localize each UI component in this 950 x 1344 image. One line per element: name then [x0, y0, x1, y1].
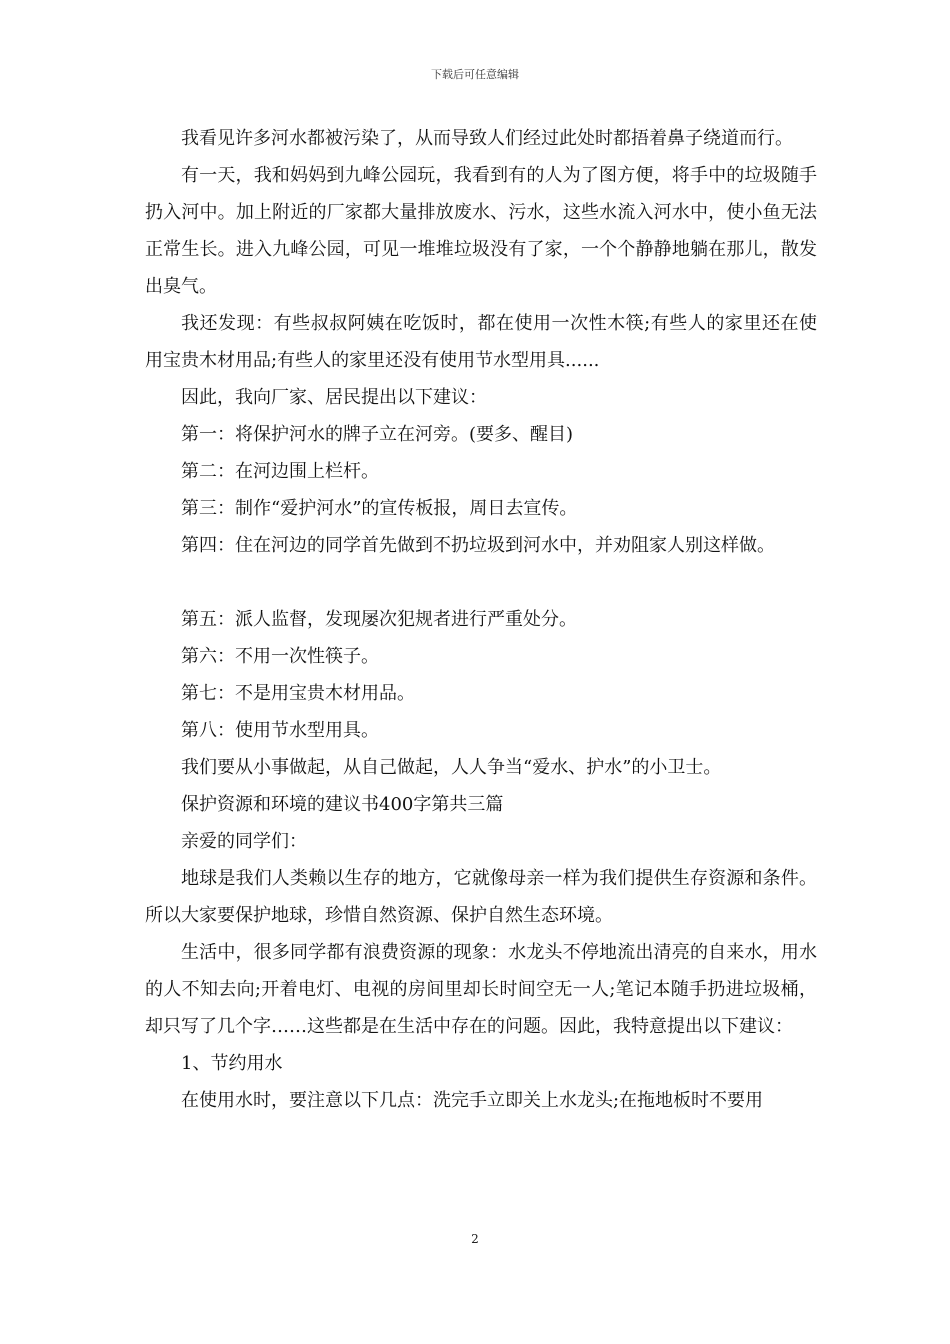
suggestion-item: 第五：派人监督，发现屡次犯规者进行严重处分。	[181, 609, 577, 630]
suggestion-item: 第六：不用一次性筷子。	[181, 646, 379, 667]
suggestion-item: 第三：制作“爱护河水”的宣传板报，周日去宣传。	[181, 498, 578, 519]
blank-line	[145, 564, 817, 601]
paragraph-discovery: 我还发现：有些叔叔阿姨在吃饭时，都在使用一次性木筷;有些人的家里还在使用宝贵木材用品;有些人的家里还没有使用节水型用具......	[145, 313, 817, 371]
document-body	[145, 120, 817, 1119]
suggestion-item: 第二：在河边围上栏杆。	[181, 461, 379, 482]
paragraph-suggestions-intro: 因此，我向厂家、居民提出以下建议：	[181, 387, 487, 408]
suggestion-item: 第八：使用节水型用具。	[181, 720, 379, 741]
paragraph-call-to-action: 我们要从小事做起，从自己做起，人人争当“爱水、护水”的小卫士。	[181, 757, 722, 778]
suggestion-item: 第七：不是用宝贵木材用品。	[181, 683, 415, 704]
paragraph-earth: 地球是我们人类赖以生存的地方，它就像母亲一样为我们提供生存资源和条件。所以大家要保护地球，珍惜自然资源、保护自然生态环境。	[145, 868, 817, 926]
page-number: 2	[471, 1232, 479, 1246]
paragraph-park-visit: 有一天，我和妈妈到九峰公园玩，我看到有的人为了图方便，将手中的垃圾随手扔入河中。加上附近的厂家都大量排放废水、污水，这些水流入河水中，使小鱼无法正常生长。进入九峰公园，可见一堆堆垃圾没有了家，一个个静静地躺在那儿，散发出臭气。	[145, 165, 817, 297]
suggestion-item: 第四：住在河边的同学首先做到不扔垃圾到河水中，并劝阻家人别这样做。	[181, 535, 775, 556]
paragraph-water-tips: 在使用水时，要注意以下几点：洗完手立即关上水龙头;在拖地板时不要用	[181, 1090, 764, 1111]
paragraph-waste: 生活中，很多同学都有浪费资源的现象：水龙头不停地流出清亮的自来水，用水的人不知去向;开着电灯、电视的房间里却长时间空无一人;笔记本随手扔进垃圾桶，却只写了几个字……这些都是在生活中存在的问题。因此，我特意提出以下建议：	[145, 942, 817, 1037]
section-title: 保护资源和环境的建议书400字第共三篇	[181, 794, 504, 815]
paragraph-polluted-river: 我看见许多河水都被污染了，从而导致人们经过此处时都捂着鼻子绕道而行。	[181, 128, 793, 149]
page-header: 下载后可任意编辑	[431, 68, 519, 81]
suggestion-item: 第一：将保护河水的牌子立在河旁。(要多、醒目)	[181, 424, 574, 445]
salutation: 亲爱的同学们：	[181, 831, 307, 852]
subheading-save-water: 1、节约用水	[181, 1053, 283, 1074]
